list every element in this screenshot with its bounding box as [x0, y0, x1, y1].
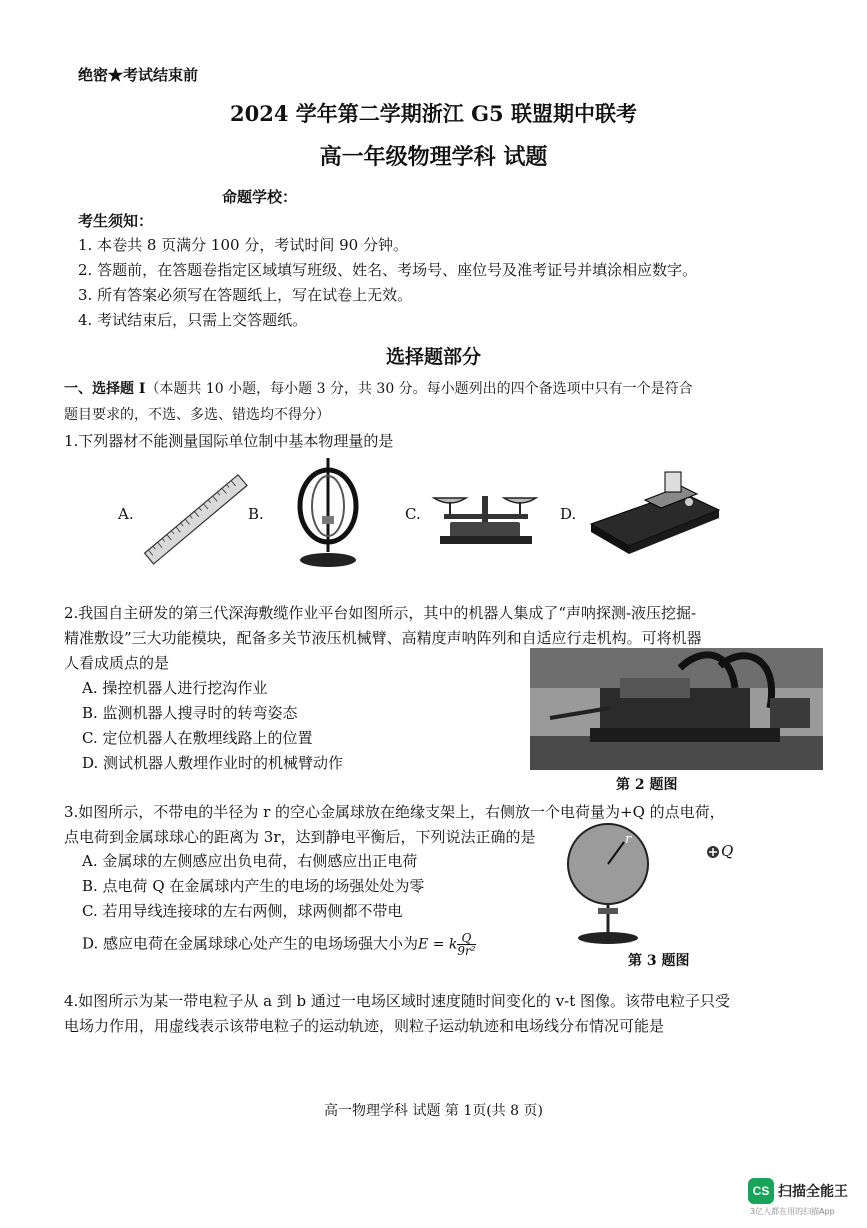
q3-formula-num: Q	[457, 932, 475, 945]
notice-item: 4. 考试结束后，只需上交答题纸。	[78, 311, 308, 329]
q2-line3: 人看成质点的是	[64, 654, 170, 672]
q1-option-a-label: A.	[118, 505, 134, 523]
ruler-image	[140, 470, 250, 570]
q4-line1: 4.如图所示为某一带电粒子从 a 到 b 通过一电场区域时速度随时间变化的 v-t 图像。该带电粒子只受	[64, 992, 731, 1010]
q2-option-b: B. 监测机器人搜寻时的转弯姿态	[82, 704, 298, 722]
page-footer: 高一物理学科 试题 第 1页(共 8 页)	[324, 1103, 543, 1119]
balance-scale-image	[430, 478, 542, 550]
section-intro-bold: 一、选择题 I	[64, 381, 146, 397]
scanner-tagline: 3亿人都在用的扫描App	[750, 1207, 835, 1216]
notice-item: 3. 所有答案必须写在答题纸上，写在试卷上无效。	[78, 286, 413, 304]
section-intro	[64, 378, 824, 398]
q1-option-c-label: C.	[405, 505, 421, 523]
notice-heading: 考生须知：	[78, 212, 154, 230]
q3-option-d-text: D. 感应电荷在金属球球心处产生的电场场强大小为	[82, 934, 419, 953]
confidential-label: 绝密★考试结束前	[78, 66, 199, 84]
q3-formula-fraction	[457, 932, 475, 957]
q3-option-b: B. 点电荷 Q 在金属球内产生的电场的场强处处为零	[82, 877, 425, 895]
q1-option-d-label: D.	[560, 505, 577, 523]
q3-radius-label: r	[625, 832, 632, 847]
scanner-brand: 扫描全能王	[778, 1184, 848, 1200]
section-intro-text: （本题共 10 小题，每小题 3 分，共 30 分。每小题列出的四个备选项中只有一个是符合	[145, 381, 693, 397]
q3-formula-den: 9r²	[457, 944, 476, 958]
section-intro-line2: 题目要求的，不选、多选、错选均不得分）	[64, 407, 330, 423]
q2-caption: 第 2 题图	[616, 777, 678, 793]
exam-title: 2024 学年第二学期浙江 G5 联盟期中联考	[230, 101, 637, 126]
scanner-logo-icon: CS	[748, 1178, 774, 1204]
sphere-figure	[560, 818, 760, 948]
notice-item: 2. 答题前，在答题卷指定区域填写班级、姓名、考场号、座位号及准考证号并填涂相应数字。	[78, 261, 698, 279]
q2-option-c: C. 定位机器人在敷埋线路上的位置	[82, 729, 313, 747]
q3-option-a: A. 金属球的左侧感应出负电荷，右侧感应出正电荷	[82, 852, 418, 870]
ring-apparatus-image	[288, 456, 368, 574]
q4-line2: 电场力作用，用虚线表示该带电粒子的运动轨迹，则粒子运动轨迹和电场线分布情况可能是	[64, 1017, 665, 1035]
q1-stem: 1.下列器材不能测量国际单位制中基本物理量的是	[64, 432, 394, 450]
scanner-watermark	[738, 1178, 858, 1222]
q3-option-c: C. 若用导线连接球的左右两侧，球两侧都不带电	[82, 902, 403, 920]
notice-item: 1. 本卷共 8 页满分 100 分，考试时间 90 分钟。	[78, 236, 408, 254]
q3-charge-label: Q	[721, 842, 734, 860]
timer-device-image	[585, 462, 725, 558]
q3-line2: 点电荷到金属球球心的距离为 3r，达到静电平衡后，下列说法正确的是	[64, 828, 536, 846]
q3-caption: 第 3 题图	[628, 953, 690, 969]
section-title: 选择题部分	[385, 346, 481, 368]
q1-option-b-label: B.	[248, 505, 264, 523]
q2-line2: 精准敷设”三大功能模块，配备多关节液压机械臂、高精度声呐阵列和自适应行走机构。可将机器	[64, 629, 702, 647]
q3-formula-prefix: E = k	[418, 936, 458, 953]
q2-option-d: D. 测试机器人敷埋作业时的机械臂动作	[82, 754, 344, 772]
exam-subtitle: 高一年级物理学科 试题	[319, 144, 548, 170]
q3-line1: 3.如图所示，不带电的半径为 r 的空心金属球放在绝缘支架上，右侧放一个电荷量为+Q 的点电荷，	[64, 803, 725, 821]
q2-line1: 2.我国自主研发的第三代深海敷缆作业平台如图所示，其中的机器人集成了“声呐探测-液压挖掘-	[64, 604, 697, 622]
robot-photo	[530, 648, 823, 770]
q2-option-a: A. 操控机器人进行挖沟作业	[82, 679, 268, 697]
q3-option-d	[82, 932, 476, 957]
school-label: 命题学校：	[222, 188, 298, 206]
